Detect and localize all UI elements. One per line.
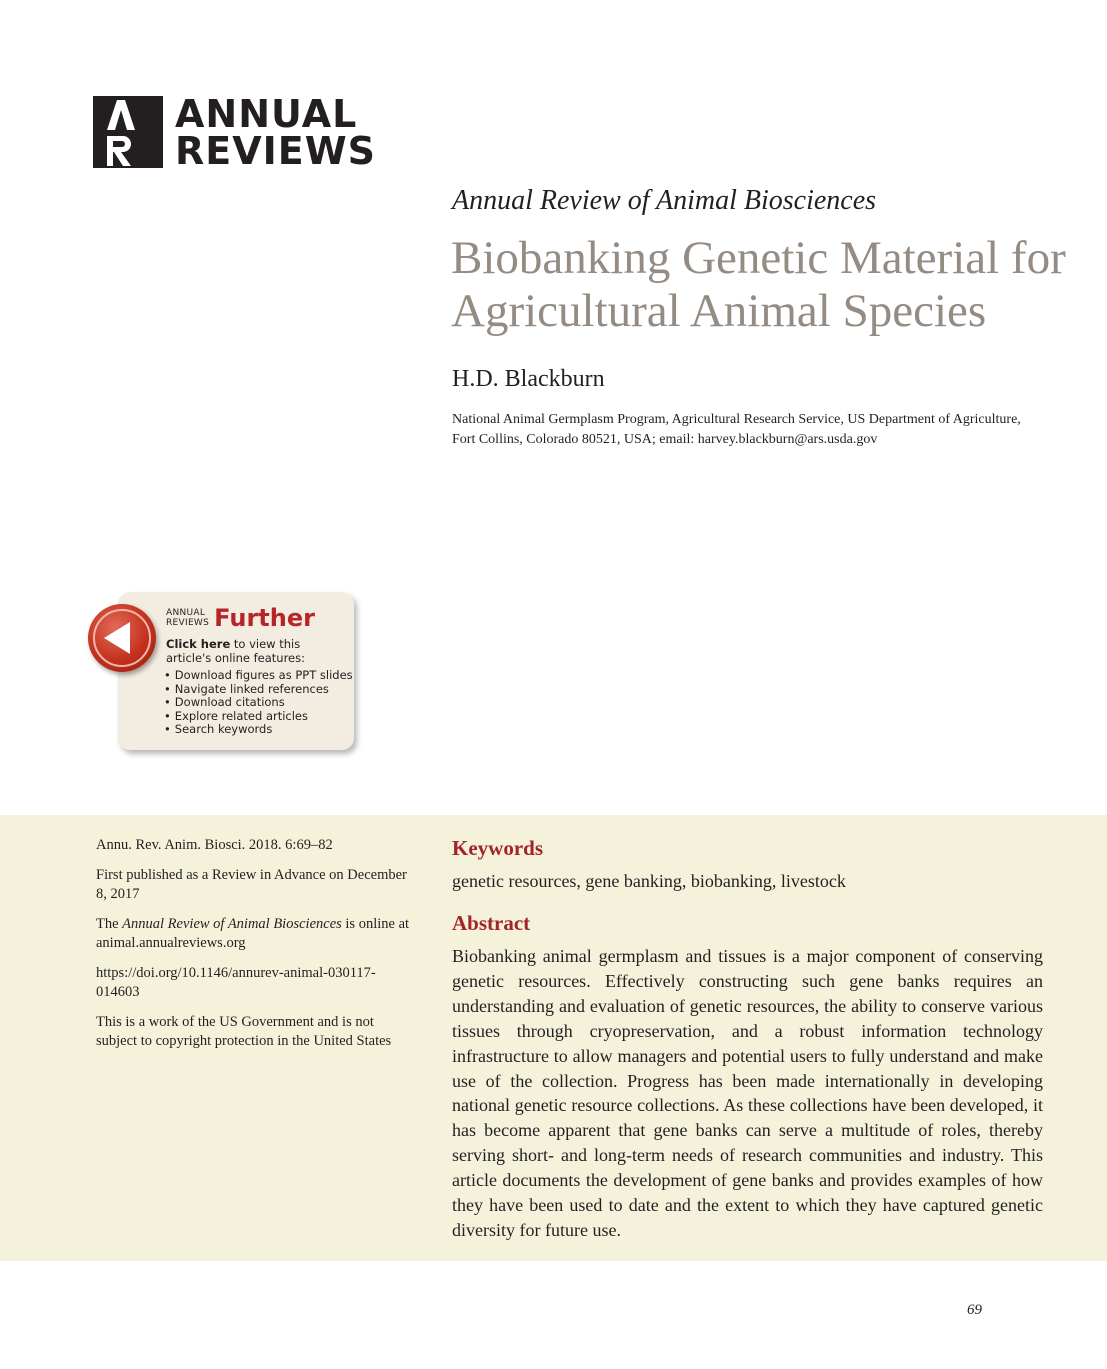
journal-name: Annual Review of Animal Biosciences: [452, 185, 877, 216]
further-label-small: [166, 608, 209, 628]
abstract-heading: Abstract: [452, 911, 531, 935]
list-item: • Navigate linked references: [164, 683, 353, 697]
abstract-text: Biobanking animal germplasm and tissues is a major component of conserving genetic resources. Effectively constructing such gene banks requires an understanding and evaluation of genetic resources, the ability to conserve various tissues through cryopreservation, and a robust information technology infrastructure to allow managers and potential users to fully understand and make use of the collection. Progress has been made internationally in developing national genetic resource collections. As these collections have been developed, it has become apparent that gene banks can serve a multitude of roles, thereby serving short- and long-term needs of research communities and industry. This article documents the development of gene banks and provides examples of how they have been used to date and the extent to which they have captured genetic diversity for future use.: [452, 946, 1043, 1240]
page-number: 69: [967, 1302, 982, 1318]
online-note: [96, 915, 416, 953]
article-title: Biobanking Genetic Material for Agricultural Animal Species: [451, 232, 1066, 337]
citation: Annu. Rev. Anim. Biosci. 2018. 6:69–82: [96, 837, 333, 853]
list-item: • Search keywords: [164, 723, 353, 737]
list-item: • Explore related articles: [164, 710, 353, 724]
keywords-heading: Keywords: [452, 836, 543, 860]
copyright-note: This is a work of the US Government and is not subject to copyright protection in the United States: [96, 1014, 392, 1049]
keywords-text: genetic resources, gene banking, biobanking, livestock: [452, 871, 846, 891]
online-note-post: is online at animal.annualreviews.org: [96, 916, 410, 951]
author-affiliation: National Animal Germplasm Program, Agricultural Research Service, US Department of Agriculture, Fort Collins, Colorado 80521, USA; email: harvey.blackburn@ars.usda.gov: [452, 412, 1021, 447]
further-small-reviews: REVIEWS: [166, 618, 210, 628]
further-intro-rest: to view this article's online features:: [166, 637, 305, 665]
logo-wordmark: [175, 91, 377, 173]
play-back-arrow-icon: [88, 604, 156, 672]
publication-date: First published as a Review in Advance on December 8, 2017: [96, 867, 407, 902]
further-feature-list: [164, 669, 353, 737]
annual-reviews-logo: [93, 91, 377, 173]
list-item: • Download figures as PPT slides: [164, 669, 353, 683]
online-note-journal: Annual Review of Animal Biosciences: [122, 916, 342, 932]
doi-link[interactable]: https://doi.org/10.1146/annurev-animal-030117-014603: [96, 965, 376, 1000]
click-here-link[interactable]: Click here: [166, 637, 231, 651]
logo-line-annual: ANNUAL: [175, 91, 358, 136]
author-name: H.D. Blackburn: [452, 366, 605, 392]
further-intro: [166, 637, 346, 665]
online-note-pre: The: [96, 916, 123, 932]
logo-line-reviews: REVIEWS: [175, 128, 377, 173]
further-play-button[interactable]: [88, 604, 156, 672]
article-metadata: [96, 836, 416, 1062]
further-header: [166, 605, 315, 631]
ar-logo-mark-icon: [93, 96, 163, 168]
list-item: • Download citations: [164, 696, 353, 710]
further-small-annual: ANNUAL: [166, 608, 206, 618]
further-title: Further: [214, 604, 315, 632]
